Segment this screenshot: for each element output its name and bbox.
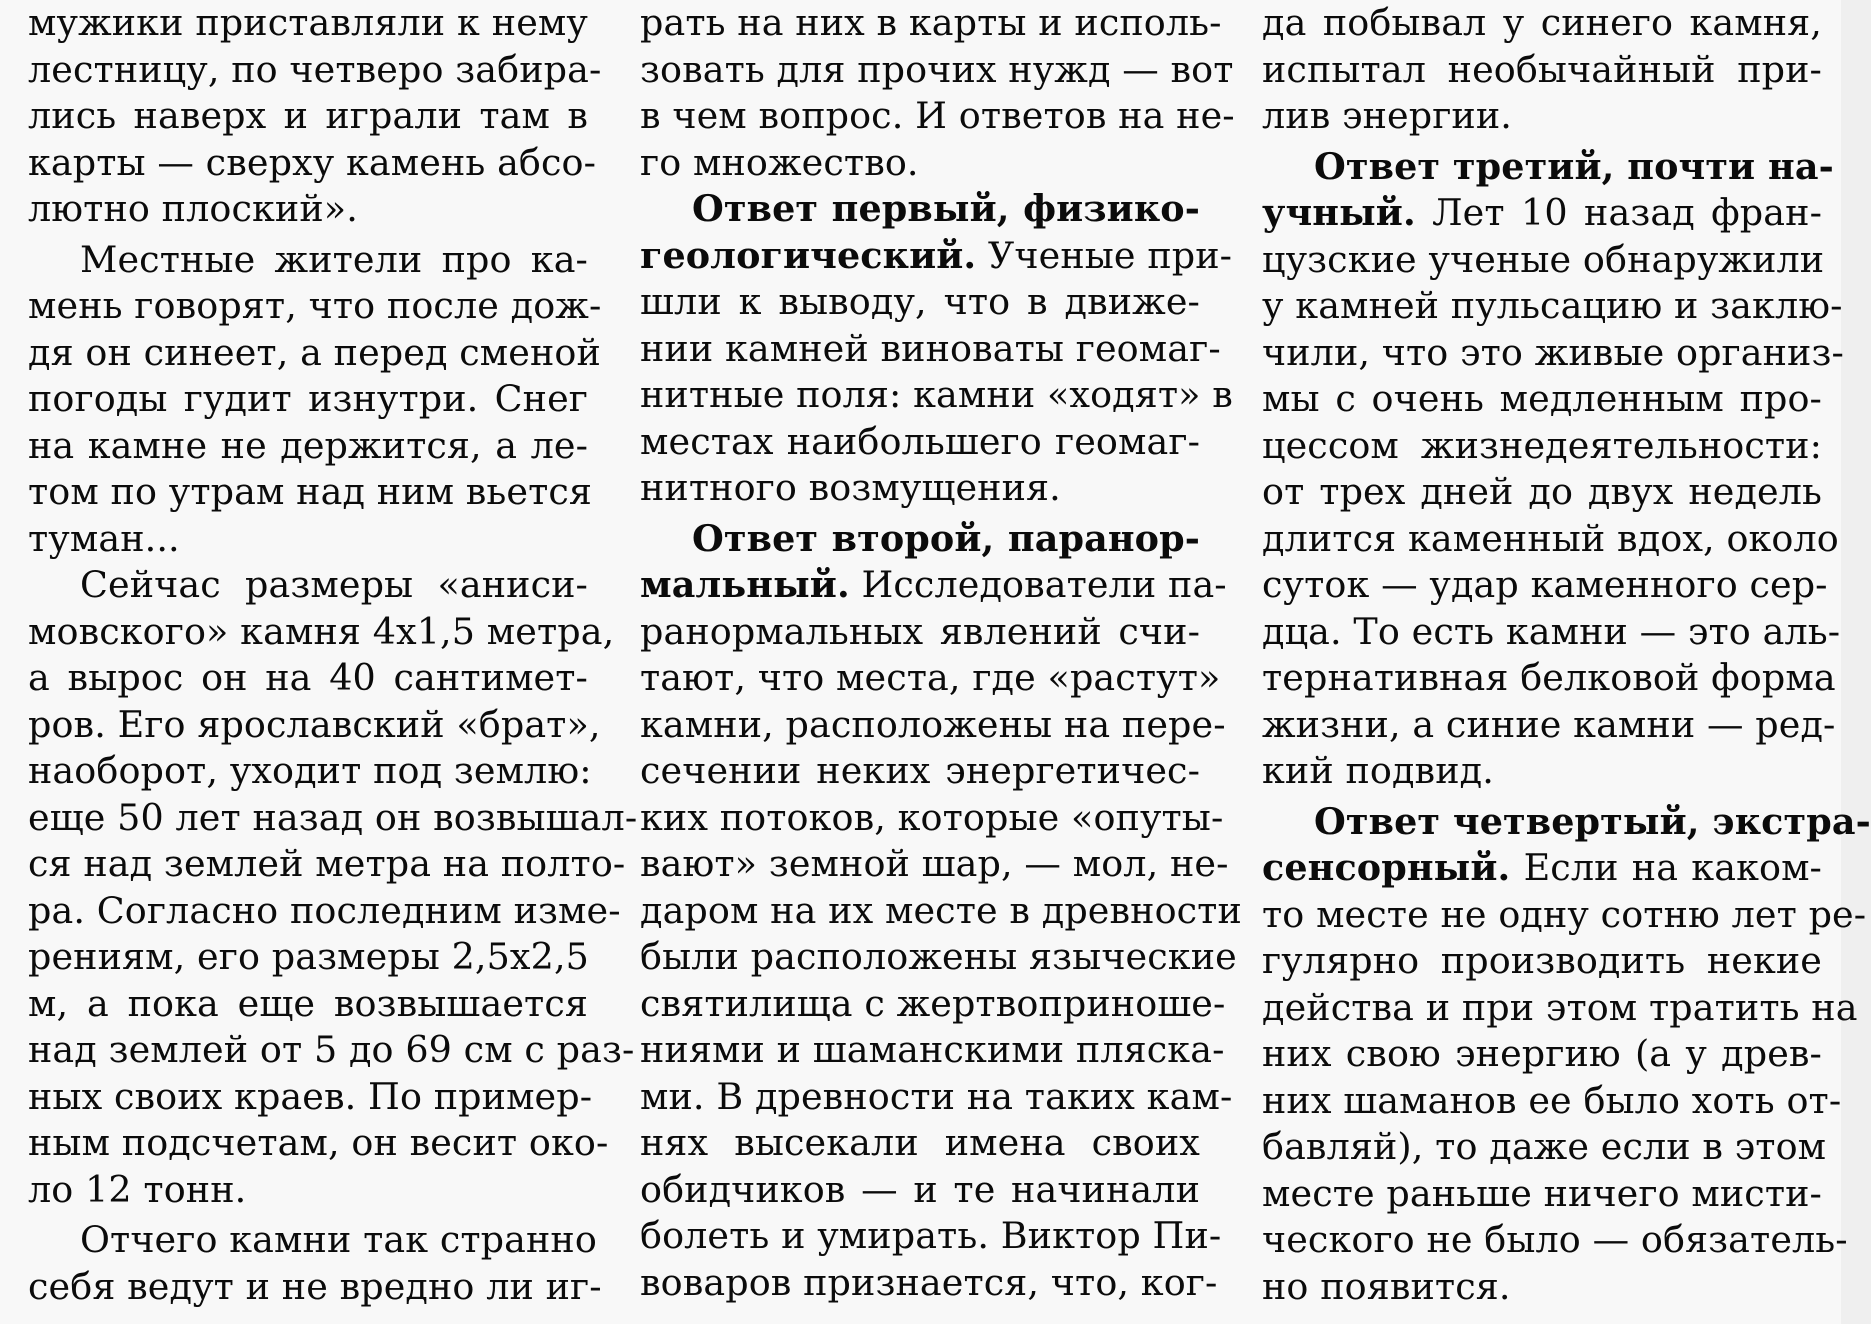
line-text: гулярно производить некие <box>1262 939 1822 982</box>
text-line <box>28 841 626 888</box>
line-text: ных своих краев. По пример- <box>28 1074 593 1118</box>
bold-lead: геологический. <box>640 233 977 277</box>
text-line <box>640 748 1200 795</box>
bold-lead: Ответ третий, почти на- <box>1314 144 1834 188</box>
line-text: суток — удар каменного сер- <box>1262 563 1828 606</box>
text-line <box>1262 1124 1827 1171</box>
line-text: испытал необычайный при- <box>1262 47 1822 91</box>
line-text: Местные жители про ка- <box>80 237 588 281</box>
line-text: над землей от 5 до 69 см с раз- <box>28 1028 635 1071</box>
text-line <box>1262 1031 1822 1078</box>
text-line <box>1262 655 1836 702</box>
text-line <box>28 330 601 377</box>
bold-lead: Ответ второй, паранор- <box>692 516 1200 560</box>
line-text: мень говорят, что после дож- <box>28 284 602 327</box>
text-line <box>640 93 1235 140</box>
text-line <box>640 47 1234 94</box>
bold-lead: Ответ первый, физико- <box>692 187 1200 230</box>
line-text: рениям, его размеры 2,5х2,5 <box>28 935 589 978</box>
text-line <box>28 655 588 702</box>
text-line <box>28 1120 609 1167</box>
text-line <box>28 376 588 423</box>
text-line <box>1262 1078 1842 1125</box>
text-line <box>640 419 1200 466</box>
text-line <box>640 1260 1218 1307</box>
text-line <box>28 1217 597 1264</box>
text-line <box>640 609 1200 656</box>
line-text: тают, что места, где «растут» <box>640 656 1221 699</box>
text-line <box>1262 845 1822 892</box>
line-text: у камней пульсацию и заклю- <box>1262 284 1843 327</box>
text-line <box>640 372 1233 419</box>
line-text: том по утрам над ним вьется <box>28 470 593 513</box>
text-line <box>1262 423 1822 470</box>
line-text: местах наибольшего геомаг- <box>640 419 1200 463</box>
text-line <box>28 423 588 470</box>
text-line <box>1262 938 1822 985</box>
text-line <box>28 93 588 140</box>
line-text: шли к выводу, что в движе- <box>640 280 1200 323</box>
bold-lead: учный. <box>1262 191 1416 234</box>
text-line <box>1262 1171 1822 1218</box>
text-line <box>640 1120 1200 1167</box>
text-line <box>640 795 1224 842</box>
text-line <box>640 562 1227 609</box>
bold-lead: сенсорный. <box>1262 846 1511 889</box>
line-text: святилища с жертвоприноше- <box>640 981 1226 1025</box>
line-text: еще 50 лет назад он возвышал- <box>28 795 638 839</box>
text-line <box>1262 1264 1822 1311</box>
text-line <box>640 888 1242 935</box>
line-text: ранормальных явлений счи- <box>640 609 1200 653</box>
text-line <box>28 609 615 656</box>
text-line <box>1262 516 1839 563</box>
line-text: да побывал у синего камня, <box>1262 1 1822 44</box>
text-line <box>1262 144 1834 191</box>
line-text: ров. Его ярославский «брат», <box>28 702 601 746</box>
text-line <box>640 1167 1200 1214</box>
line-text: мы с очень медленным про- <box>1262 377 1822 420</box>
text-line <box>640 841 1229 888</box>
line-text: жизни, а синие камни — ред- <box>1262 702 1836 746</box>
text-line <box>640 516 1200 563</box>
line-text: мужики приставляли к нему <box>28 1 588 44</box>
line-text: месте раньше ничего мисти- <box>1262 1171 1822 1215</box>
text-line <box>1262 47 1822 94</box>
text-line <box>28 795 638 842</box>
line-text: длится каменный вдох, около <box>1262 516 1839 560</box>
line-text: ным подсчетам, он весит око- <box>28 1121 609 1164</box>
line-text: на камне не держится, а ле- <box>28 423 588 467</box>
line-text: обидчиков — и те начинали <box>640 1167 1200 1211</box>
line-text: кий подвид. <box>1262 749 1494 792</box>
line-text: лись наверх и играли там в <box>28 94 588 137</box>
text-line <box>1262 985 1858 1032</box>
text-line <box>640 186 1200 233</box>
line-text: карты — сверху камень абсо- <box>28 140 597 184</box>
text-line <box>28 702 601 749</box>
text-line <box>1262 748 1822 795</box>
text-line <box>28 283 602 330</box>
line-text: лив энергии. <box>1262 94 1512 137</box>
text-line <box>28 47 602 94</box>
line-text: Исследователи па- <box>849 563 1227 606</box>
text-line <box>640 465 1200 512</box>
text-line <box>28 516 588 563</box>
line-text: го множество. <box>640 140 919 184</box>
line-text: нии камней виноваты геомаг- <box>640 326 1221 370</box>
line-text: дя он синеет, а перед сменой <box>28 330 601 374</box>
line-text: Ученые при- <box>976 233 1233 277</box>
line-text: них шаманов ее было хоть от- <box>1262 1078 1842 1122</box>
text-line <box>1262 562 1828 609</box>
line-text: рать на них в карты и исполь- <box>640 1 1222 44</box>
text-line <box>1262 376 1822 423</box>
line-text: чили, что это живые организ- <box>1262 330 1844 374</box>
line-text: ми. В древности на таких кам- <box>640 1074 1233 1118</box>
text-line <box>640 655 1221 702</box>
text-line <box>1262 609 1841 656</box>
text-line <box>28 981 588 1028</box>
text-line <box>1262 237 1825 284</box>
line-text: них свою энергию (а у древ- <box>1262 1032 1822 1075</box>
bold-lead: Ответ четвертый, экстра- <box>1314 799 1871 843</box>
text-line <box>28 1264 602 1311</box>
line-text: Сейчас размеры «аниси- <box>80 563 588 606</box>
line-text: лютно плоский». <box>28 187 358 230</box>
line-text: наоборот, уходит под землю: <box>28 749 592 792</box>
text-line <box>1262 330 1844 377</box>
column-2 <box>640 0 1242 1324</box>
line-text: ло 12 тонн. <box>28 1167 247 1211</box>
line-text: нитные поля: камни «ходят» в <box>640 373 1233 416</box>
text-line <box>1262 93 1822 140</box>
line-text: дца. То есть камни — это аль- <box>1262 609 1841 653</box>
text-line <box>1262 892 1867 939</box>
text-line <box>640 140 1200 187</box>
line-text: Отчего камни так странно <box>80 1218 597 1261</box>
text-line <box>1262 1217 1848 1264</box>
line-text: воваров признается, что, ког- <box>640 1260 1218 1304</box>
line-text: ся над землей метра на полто- <box>28 842 626 885</box>
text-line <box>28 1167 588 1214</box>
line-text: Если на каком- <box>1510 846 1822 889</box>
text-line <box>640 279 1200 326</box>
line-text: даром на их месте в древности <box>640 888 1242 932</box>
line-text: м, а пока еще возвышается <box>28 981 588 1025</box>
text-line <box>28 748 592 795</box>
line-text: зовать для прочих нужд — вот <box>640 47 1234 91</box>
text-line <box>640 1027 1225 1074</box>
line-text: ра. Согласно последним изме- <box>28 888 621 932</box>
line-text: ческого не было — обязатель- <box>1262 1218 1848 1261</box>
text-line <box>28 934 588 981</box>
line-text: ких потоков, которые «опуты- <box>640 795 1224 839</box>
line-text: мовского» камня 4х1,5 метра, <box>28 609 615 653</box>
line-text: цузские ученые обнаружили <box>1262 237 1825 281</box>
text-line <box>1262 0 1822 47</box>
text-line <box>1262 469 1822 516</box>
text-line <box>28 237 588 284</box>
text-line <box>640 326 1221 373</box>
text-line <box>640 981 1226 1028</box>
text-line <box>28 186 588 233</box>
line-text: а вырос он на 40 сантимет- <box>28 656 588 699</box>
text-line <box>640 1074 1233 1121</box>
line-text: в чем вопрос. И ответов на не- <box>640 94 1235 137</box>
line-text: бавляй), то даже если в этом <box>1262 1125 1827 1168</box>
line-text: тернативная белковой форма <box>1262 656 1836 699</box>
text-line <box>640 702 1226 749</box>
line-text: лестницу, по четверо забира- <box>28 47 602 91</box>
line-text: но появится. <box>1262 1264 1511 1308</box>
text-line <box>28 562 588 609</box>
text-line <box>1262 283 1843 330</box>
line-text: действа и при этом тратить на <box>1262 985 1858 1029</box>
text-line <box>28 469 593 516</box>
text-line <box>28 1074 593 1121</box>
text-line <box>1262 702 1836 749</box>
line-text: нитного возмущения. <box>640 466 1061 509</box>
line-text: нях высекали имена своих <box>640 1121 1200 1164</box>
text-line <box>28 140 597 187</box>
text-line <box>640 0 1222 47</box>
line-text: сечении неких энергетичес- <box>640 749 1200 792</box>
line-text: цессом жизнедеятельности: <box>1262 423 1822 467</box>
text-line <box>640 1213 1222 1260</box>
line-text: туман... <box>28 516 180 560</box>
line-text: Лет 10 назад фран- <box>1415 191 1822 234</box>
line-text: были расположены языческие <box>640 935 1237 978</box>
text-line <box>28 1027 635 1074</box>
line-text: погоды гудит изнутри. Снег <box>28 377 588 420</box>
column-3 <box>1262 0 1871 1324</box>
text-line <box>28 888 621 935</box>
text-line <box>640 934 1237 981</box>
text-line <box>1262 190 1822 237</box>
bold-lead: мальный. <box>640 563 850 606</box>
line-text: себя ведут и не вредно ли иг- <box>28 1264 602 1308</box>
line-text: то месте не одну сотню лет ре- <box>1262 892 1867 936</box>
text-line <box>1262 799 1871 846</box>
text-line <box>640 233 1233 280</box>
line-text: болеть и умирать. Виктор Пи- <box>640 1214 1222 1257</box>
line-text: вают» земной шар, — мол, не- <box>640 842 1229 885</box>
line-text: от трех дней до двух недель <box>1262 470 1822 513</box>
line-text: ниями и шаманскими пляска- <box>640 1028 1225 1071</box>
text-line <box>28 0 588 47</box>
line-text: камни, расположены на пере- <box>640 702 1226 746</box>
column-1 <box>28 0 638 1324</box>
